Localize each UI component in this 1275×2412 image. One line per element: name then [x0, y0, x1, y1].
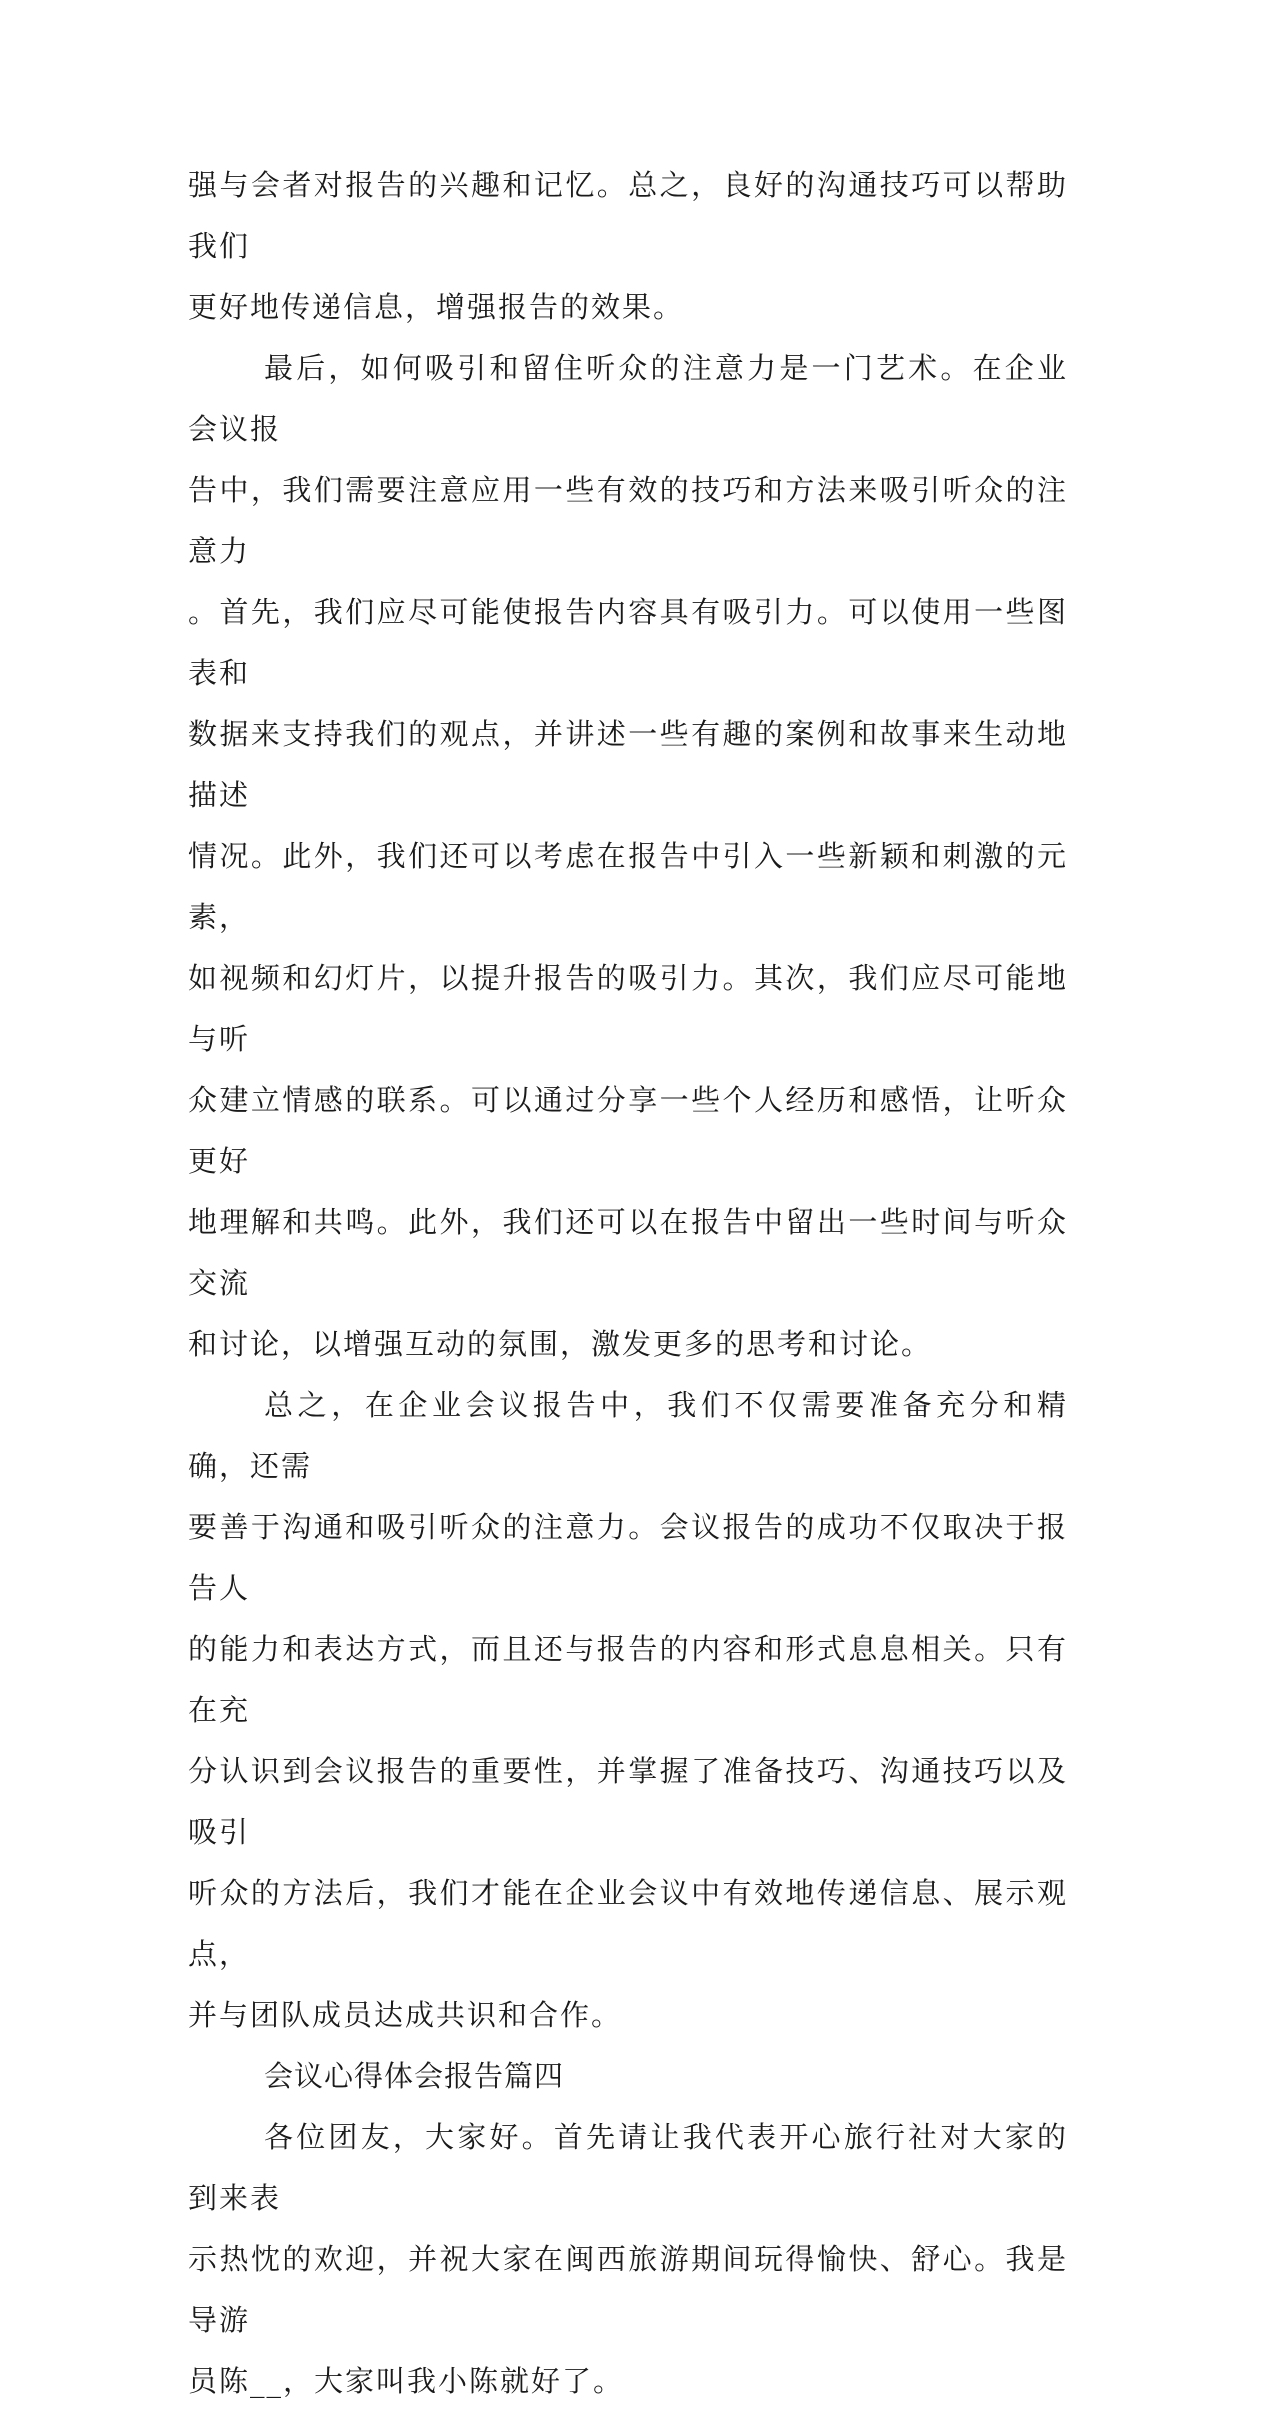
paragraph-welcome: [188, 2107, 1068, 2412]
text-line: 数据来支持我们的观点，并讲述一些有趣的案例和故事来生动地描述: [188, 717, 1068, 812]
text-line: 和讨论，以增强互动的氛围，激发更多的思考和讨论。: [188, 1327, 933, 1361]
text-line: 更好地传递信息，增强报告的效果。: [188, 290, 685, 324]
text-line: 情况。此外，我们还可以考虑在报告中引入一些新颖和刺激的元素，: [188, 839, 1068, 934]
paragraph-summary: [188, 1375, 1068, 2046]
text-line: 并与团队成员达成共识和合作。: [188, 1998, 623, 2032]
text-line: 最后，如何吸引和留住听众的注意力是一门艺术。在企业会议报: [188, 351, 1068, 446]
text-line: 众建立情感的联系。可以通过分享一些个人经历和感悟，让听众更好: [188, 1083, 1068, 1178]
text-line: 示热忱的欢迎，并祝大家在闽西旅游期间玩得愉快、舒心。我是导游: [188, 2242, 1068, 2337]
text-line: 地理解和共鸣。此外，我们还可以在报告中留出一些时间与听众交流: [188, 1205, 1068, 1300]
text-line: 分认识到会议报告的重要性，并掌握了准备技巧、沟通技巧以及吸引: [188, 1754, 1068, 1849]
text-line: 听众的方法后，我们才能在企业会议中有效地传递信息、展示观点，: [188, 1876, 1068, 1971]
paragraph-attention: [188, 338, 1068, 1375]
text-line: 强与会者对报告的兴趣和记忆。总之，良好的沟通技巧可以帮助我们: [188, 168, 1068, 263]
text-line: 总之，在企业会议报告中，我们不仅需要准备充分和精确，还需: [188, 1388, 1068, 1483]
document-body: [188, 155, 1068, 2412]
text-line: 各位团友，大家好。首先请让我代表开心旅行社对大家的到来表: [188, 2120, 1068, 2215]
paragraph-continuation: [188, 155, 1068, 338]
text-line: 的能力和表达方式，而且还与报告的内容和形式息息相关。只有在充: [188, 1632, 1068, 1727]
text-line: 要善于沟通和吸引听众的注意力。会议报告的成功不仅取决于报告人: [188, 1510, 1068, 1605]
text-line: 。首先，我们应尽可能使报告内容具有吸引力。可以使用一些图表和: [188, 595, 1068, 690]
text-line: 员陈__，大家叫我小陈就好了。: [188, 2364, 625, 2398]
text-line: 如视频和幻灯片，以提升报告的吸引力。其次，我们应尽可能地与听: [188, 961, 1068, 1056]
section-heading: 会议心得体会报告篇四: [264, 2059, 565, 2093]
text-line: 告中，我们需要注意应用一些有效的技巧和方法来吸引听众的注意力: [188, 473, 1068, 568]
